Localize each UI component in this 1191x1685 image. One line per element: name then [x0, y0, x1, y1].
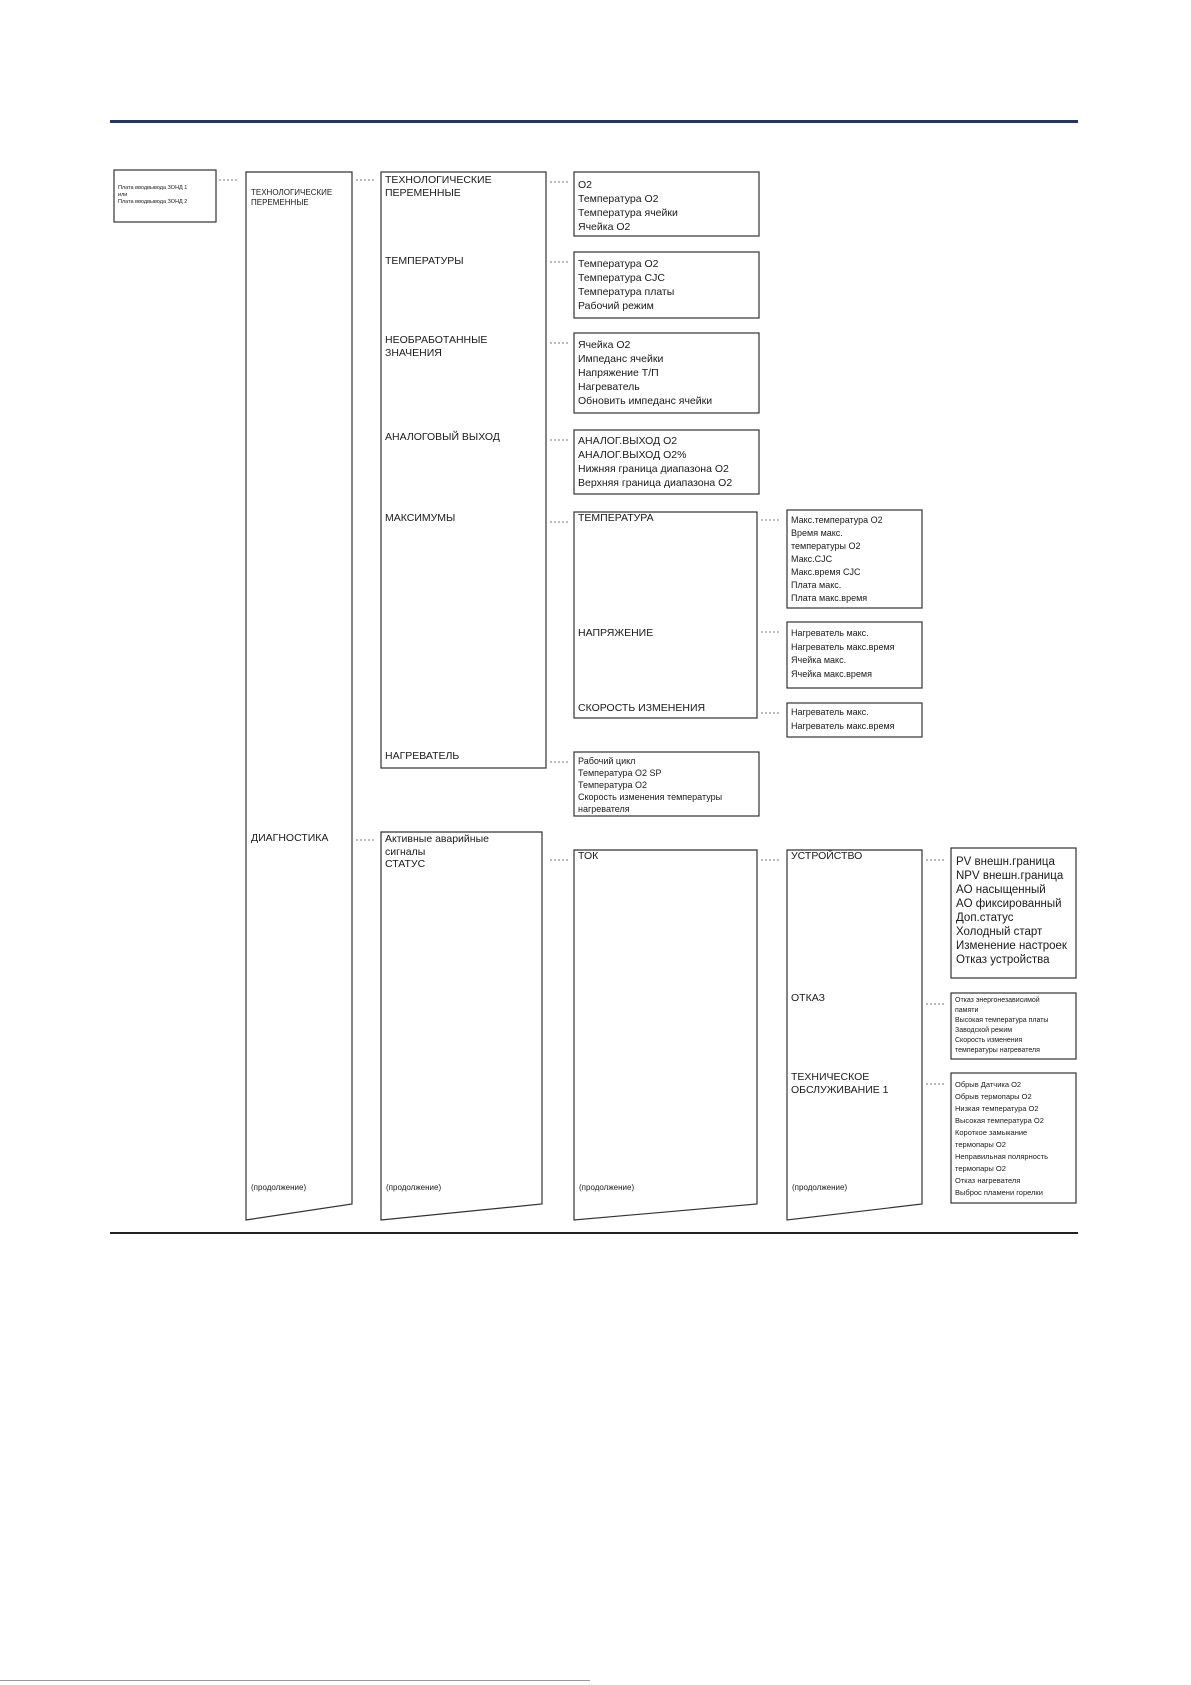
root-list	[118, 185, 187, 206]
list-item: NPV внешн.граница	[956, 870, 1064, 882]
list-item: Обновить импеданс ячейки	[578, 395, 713, 407]
list-item: Импеданс ячейки	[578, 353, 664, 365]
list-max-rate	[791, 706, 895, 733]
list-item: Ячейка макс.	[791, 655, 847, 665]
list-item: Нагреватель макс.	[791, 707, 869, 717]
status-current-cont: (продолжение)	[579, 1183, 635, 1192]
list-item: Ячейка O2	[578, 339, 631, 351]
level2-cont: (продолжение)	[386, 1183, 442, 1192]
level2-raw: НЕОБРАБОТАННЫЕ ЗНАЧЕНИЯ	[385, 334, 488, 359]
list-item: Верхняя граница диапазона O2	[578, 477, 733, 489]
list-maintenance	[955, 1079, 1048, 1199]
list-item: Отказ нагревателя	[955, 1176, 1021, 1185]
level2-analog: АНАЛОГОВЫЙ ВЫХОД	[385, 431, 500, 443]
list-heater	[578, 755, 722, 815]
list-tech-vars	[578, 178, 678, 234]
list-item: Рабочий режим	[578, 300, 654, 312]
list-item: Нагреватель макс.	[791, 628, 869, 638]
root-item: Плата вводвывода ЗОНД 1	[118, 185, 188, 191]
box-status-groups	[787, 850, 922, 1220]
list-item: Отказ энергонезависимой	[955, 997, 1040, 1004]
list-item: АНАЛОГ.ВЫХОД O2%	[578, 449, 687, 461]
level1-diagnostics: ДИАГНОСТИКА	[251, 832, 329, 844]
level2-temps: ТЕМПЕРАТУРЫ	[385, 255, 464, 267]
list-item: Высокая температура O2	[955, 1116, 1044, 1125]
level2-diag-item: Активные аварийные	[385, 833, 489, 845]
list-item: Плата макс.время	[791, 593, 868, 603]
list-item: памяти	[955, 1007, 979, 1014]
list-item: Доп.статус	[956, 912, 1014, 924]
list-max-temp	[791, 514, 883, 605]
list-item: Напряжение Т/П	[578, 367, 659, 379]
list-item: Выброс пламени горелки	[955, 1188, 1043, 1197]
root-item: или	[118, 192, 128, 198]
list-item: Время макс.	[791, 528, 843, 538]
list-device	[956, 855, 1067, 967]
box-current	[574, 850, 757, 1220]
bottom-edge-line	[0, 1680, 590, 1681]
list-item: термопары O2	[955, 1164, 1006, 1173]
level2-diag-item: СТАТУС	[385, 858, 426, 870]
level2-tech-vars: ТЕХНОЛОГИЧЕСКИЕ ПЕРЕМЕННЫЕ	[385, 174, 492, 199]
box-maxima	[574, 512, 757, 718]
list-item: Неправильная полярность	[955, 1152, 1048, 1161]
level2-diag-list	[385, 833, 489, 871]
list-item: Температура CJC	[578, 272, 665, 284]
list-item: термопары O2	[955, 1140, 1006, 1149]
list-item: Температура O2	[578, 780, 648, 790]
level2-diag-item: сигналы	[385, 845, 426, 858]
list-item: Нижняя граница диапазона O2	[578, 463, 729, 475]
level1-cont: (продолжение)	[251, 1183, 307, 1192]
level1-column	[246, 172, 352, 1220]
level2-heater: НАГРЕВАТЕЛЬ	[385, 750, 460, 762]
list-item: AO фиксированный	[956, 898, 1062, 910]
level1-tech-vars: ТЕХНОЛОГИЧЕСКИЕ ПЕРЕМЕННЫЕ	[251, 188, 333, 207]
list-item: нагревателя	[578, 804, 630, 814]
list-item: температуры нагревателя	[955, 1047, 1040, 1054]
level2-maxima: МАКСИМУМЫ	[385, 512, 456, 524]
list-item: Макс.температура O2	[791, 515, 883, 525]
status-current: ТОК	[578, 850, 599, 862]
list-item: Обрыв термопары O2	[955, 1092, 1032, 1101]
maxima-rate: СКОРОСТЬ ИЗМЕНЕНИЯ	[578, 702, 706, 714]
status-maintenance: ТЕХНИЧЕСКОЕ ОБСЛУЖИВАНИЕ 1	[791, 1071, 889, 1096]
list-item: Ячейка O2	[578, 221, 631, 233]
list-item: Низкая температура O2	[955, 1104, 1039, 1113]
list-item: АНАЛОГ.ВЫХОД O2	[578, 435, 678, 447]
list-item: Короткое замыкание	[955, 1128, 1028, 1137]
list-item: Нагреватель макс.время	[791, 720, 895, 731]
list-item: Скорость изменения	[955, 1037, 1023, 1044]
list-item: Нагреватель макс.время	[791, 641, 895, 652]
status-groups-cont: (продолжение)	[792, 1183, 848, 1192]
list-item: Температура ячейки	[578, 207, 678, 219]
list-item: Температура O2	[578, 258, 659, 270]
list-fault	[955, 996, 1048, 1056]
list-item: Скорость изменения температуры	[578, 792, 723, 802]
list-item: AO насыщенный	[956, 884, 1046, 896]
list-item: PV внешн.граница	[956, 856, 1055, 868]
list-item: Обрыв Датчика O2	[955, 1080, 1022, 1089]
list-analog	[578, 434, 732, 490]
list-item: Холодный старт	[956, 926, 1043, 938]
list-item: Температура O2	[578, 193, 659, 205]
list-item: Рабочий цикл	[578, 756, 636, 766]
list-item: Ячейка макс.время	[791, 668, 872, 679]
status-fault: ОТКАЗ	[791, 992, 825, 1004]
list-item: Заводской режим	[955, 1027, 1013, 1034]
list-item: Нагреватель	[578, 381, 640, 393]
level2-lower-column	[381, 832, 542, 1220]
maxima-temperature: ТЕМПЕРАТУРА	[578, 512, 654, 524]
list-item: Макс.время CJC	[791, 567, 861, 577]
maxima-voltage: НАПРЯЖЕНИЕ	[578, 627, 654, 639]
list-max-voltage	[791, 627, 895, 681]
list-item: Отказ устройства	[956, 954, 1050, 966]
list-item: Плата макс.	[791, 580, 842, 590]
list-item: температуры O2	[791, 541, 861, 551]
list-item: Температура O2 SP	[578, 768, 662, 778]
list-item: Температура платы	[578, 286, 675, 298]
root-item: Плата вводвывода ЗОНД 2	[118, 199, 188, 205]
list-item: Высокая температура платы	[955, 1017, 1049, 1024]
list-item: Изменение настроек	[956, 940, 1067, 952]
list-raw	[578, 338, 712, 408]
list-item: Макс.CJC	[791, 554, 833, 564]
list-item: O2	[578, 179, 593, 191]
list-temps	[578, 257, 674, 313]
status-device: УСТРОЙСТВО	[791, 850, 863, 862]
